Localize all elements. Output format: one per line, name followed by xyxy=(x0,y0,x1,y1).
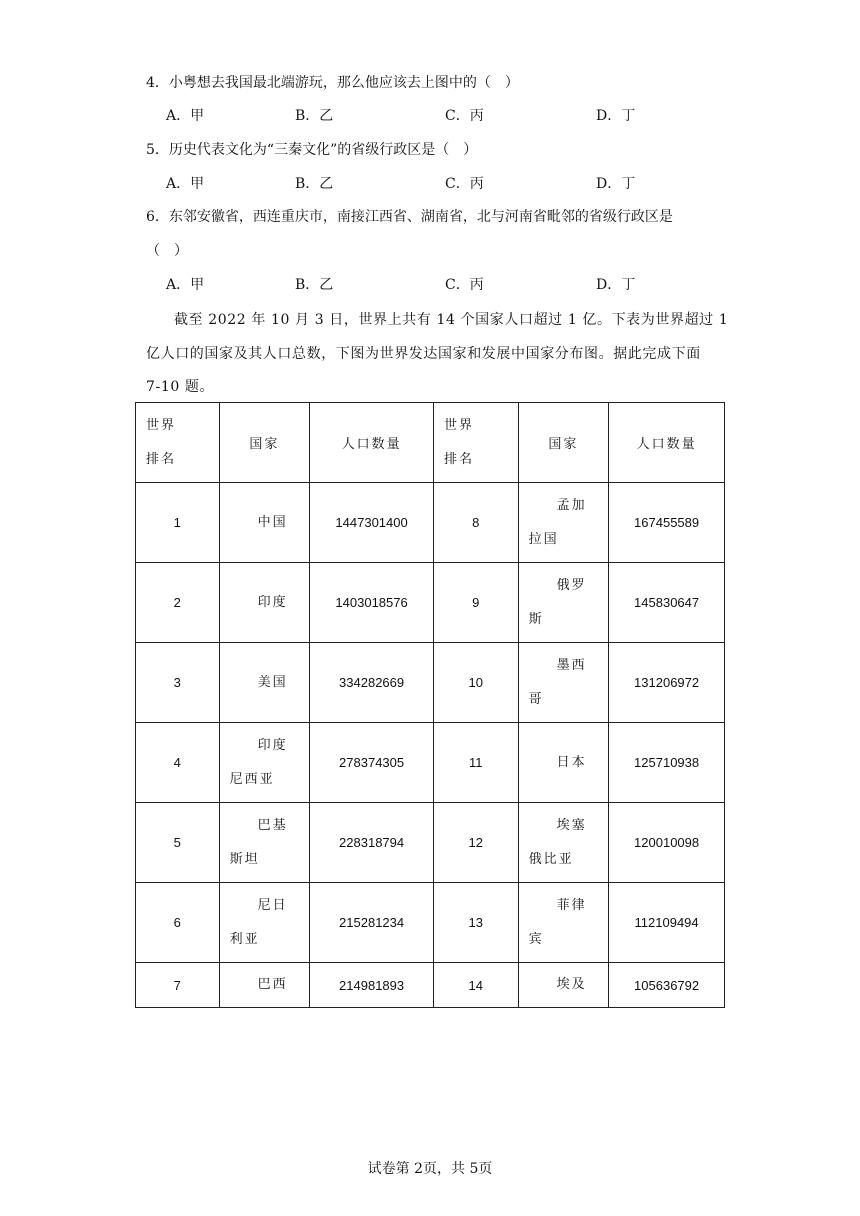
q6-option-b: B．乙 xyxy=(295,277,334,293)
population-cell: 1403018576 xyxy=(310,563,434,643)
rank-cell: 2 xyxy=(136,563,220,643)
question-6-continuation: （ ） xyxy=(146,243,188,259)
population-cell: 112109494 xyxy=(609,883,725,963)
country-cell: 菲律 宾 xyxy=(518,883,609,963)
rank-cell: 5 xyxy=(136,803,220,883)
country-cell: 孟加 拉国 xyxy=(518,483,609,563)
rank-cell: 14 xyxy=(434,963,519,1008)
country-cell: 美国 xyxy=(219,643,310,723)
population-cell: 105636792 xyxy=(609,963,725,1008)
q5-option-c: C．丙 xyxy=(445,176,484,192)
rank-cell: 13 xyxy=(434,883,519,963)
question-5: 5．历史代表文化为“三秦文化”的省级行政区是（ ） xyxy=(146,142,478,158)
q6-option-c: C．丙 xyxy=(445,277,484,293)
intro-line-1: 截至 2022 年 10 月 3 日，世界上共有 14 个国家人口超过 1 亿。下表为世界超过 1 xyxy=(174,312,729,328)
q5-option-d: D．丁 xyxy=(596,176,636,192)
header-population: 人口数量 xyxy=(310,403,434,483)
rank-cell: 1 xyxy=(136,483,220,563)
table-row xyxy=(136,723,725,803)
header-population-2: 人口数量 xyxy=(609,403,725,483)
population-cell: 228318794 xyxy=(310,803,434,883)
country-cell: 墨西 哥 xyxy=(518,643,609,723)
rank-cell: 9 xyxy=(434,563,519,643)
table-row xyxy=(136,883,725,963)
rank-cell: 12 xyxy=(434,803,519,883)
population-cell: 131206972 xyxy=(609,643,725,723)
rank-cell: 11 xyxy=(434,723,519,803)
country-cell: 埃及 xyxy=(518,963,609,1008)
population-cell: 215281234 xyxy=(310,883,434,963)
question-6: 6．东邻安徽省，西连重庆市，南接江西省、湖南省，北与河南省毗邻的省级行政区是 xyxy=(146,209,673,225)
question-4: 4．小粤想去我国最北端游玩，那么他应该去上图中的（ ） xyxy=(146,75,519,91)
header-rank: 世界 排名 xyxy=(136,403,220,483)
header-country-2: 国家 xyxy=(518,403,609,483)
population-cell: 278374305 xyxy=(310,723,434,803)
population-table xyxy=(135,402,725,1008)
rank-cell: 4 xyxy=(136,723,220,803)
intro-line-2: 亿人口的国家及其人口总数，下图为世界发达国家和发展中国家分布图。据此完成下面 xyxy=(146,346,701,362)
table-header-row xyxy=(136,403,725,483)
q4-option-a: A．甲 xyxy=(166,108,205,124)
page-footer: 试卷第 2页，共 5页 xyxy=(367,1161,493,1177)
q6-option-d: D．丁 xyxy=(596,277,636,293)
q5-option-b: B．乙 xyxy=(295,176,334,192)
table-row xyxy=(136,963,725,1008)
q4-option-c: C．丙 xyxy=(445,108,484,124)
country-cell: 巴基 斯坦 xyxy=(219,803,310,883)
country-cell: 尼日 利亚 xyxy=(219,883,310,963)
q4-option-b: B．乙 xyxy=(295,108,334,124)
header-country: 国家 xyxy=(219,403,310,483)
rank-cell: 10 xyxy=(434,643,519,723)
population-cell: 167455589 xyxy=(609,483,725,563)
q4-option-d: D．丁 xyxy=(596,108,636,124)
header-rank-2: 世界 排名 xyxy=(434,403,519,483)
population-cell: 1447301400 xyxy=(310,483,434,563)
population-cell: 334282669 xyxy=(310,643,434,723)
country-cell: 日本 xyxy=(518,723,609,803)
rank-cell: 3 xyxy=(136,643,220,723)
country-cell: 埃塞 俄比亚 xyxy=(518,803,609,883)
rank-cell: 8 xyxy=(434,483,519,563)
population-cell: 214981893 xyxy=(310,963,434,1008)
population-cell: 145830647 xyxy=(609,563,725,643)
q6-option-a: A．甲 xyxy=(166,277,205,293)
table-row xyxy=(136,643,725,723)
rank-cell: 6 xyxy=(136,883,220,963)
population-cell: 125710938 xyxy=(609,723,725,803)
intro-line-3: 7-10 题。 xyxy=(146,379,215,395)
country-cell: 中国 xyxy=(219,483,310,563)
country-cell: 俄罗 斯 xyxy=(518,563,609,643)
table-row xyxy=(136,563,725,643)
q5-option-a: A．甲 xyxy=(166,176,205,192)
country-cell: 巴西 xyxy=(219,963,310,1008)
table-row xyxy=(136,483,725,563)
rank-cell: 7 xyxy=(136,963,220,1008)
population-cell: 120010098 xyxy=(609,803,725,883)
country-cell: 印度 尼西亚 xyxy=(219,723,310,803)
table-row xyxy=(136,803,725,883)
country-cell: 印度 xyxy=(219,563,310,643)
